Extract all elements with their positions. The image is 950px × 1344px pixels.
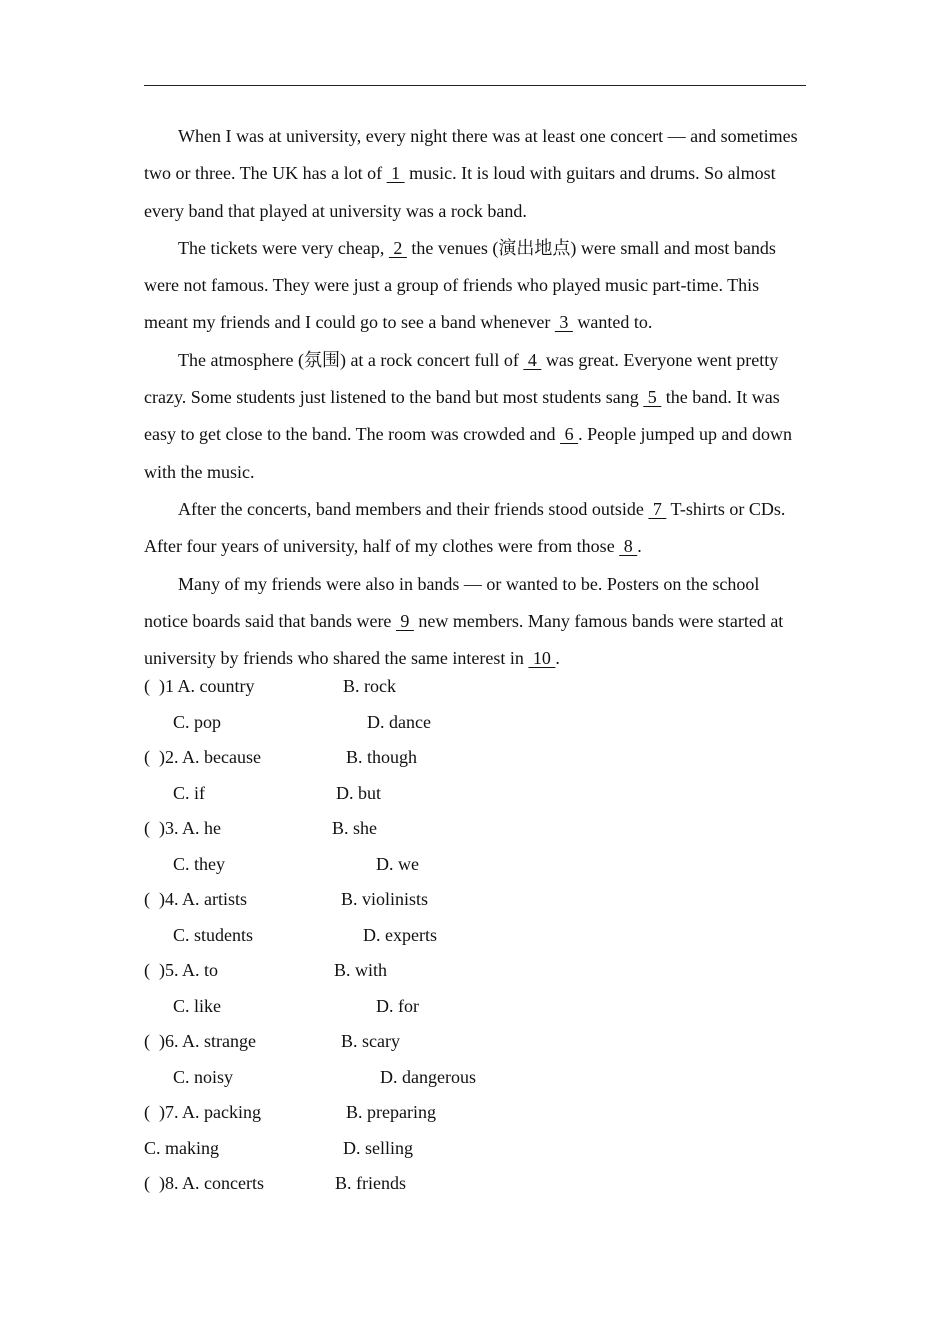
blank-2: 2: [388, 237, 407, 258]
text: the band. It was easy to get close to the band. The room was crowded and: [144, 387, 780, 445]
question-3-option-c: C. they: [173, 853, 225, 874]
text: .: [637, 536, 642, 557]
text: .: [555, 648, 560, 669]
question-2-stem: ( )2. A. because: [144, 747, 261, 767]
paragraph-5: [144, 566, 806, 678]
question-6-option-b: B. scary: [341, 1031, 400, 1051]
question-4-row-ab: [144, 882, 806, 918]
question-6-option-d: D. dangerous: [380, 1066, 476, 1087]
text: When I was at university, every night there was at least one concert — and sometimes two or three. The UK has a lot of: [144, 126, 798, 184]
text: The tickets were very cheap,: [178, 237, 389, 258]
text: . People jumped up and down with the music.: [144, 424, 793, 482]
question-2-option-d: D. but: [336, 782, 381, 803]
question-7-stem: ( )7. A. packing: [144, 1102, 261, 1122]
text: The atmosphere (氛围) at a rock concert full of: [178, 349, 524, 370]
question-5-option-d: D. for: [376, 995, 419, 1016]
question-1-option-c: C. pop: [173, 711, 222, 732]
question-5-row-cd: [144, 989, 806, 1025]
question-8-option-b: B. friends: [335, 1173, 406, 1193]
question-3-option-d: D. we: [376, 853, 419, 874]
blank-3: 3: [554, 312, 573, 333]
blank-4: 4: [523, 349, 542, 370]
question-options: [144, 669, 806, 1202]
question-3-row-cd: [144, 847, 806, 883]
question-2-row-cd: [144, 776, 806, 812]
paragraph-2: [144, 230, 806, 342]
question-3-row-ab: [144, 811, 806, 847]
paragraph-4: [144, 491, 806, 566]
question-6-option-c: C. noisy: [173, 1066, 234, 1087]
question-5-option-b: B. with: [334, 960, 388, 980]
text: was great. Everyone went pretty crazy. Some students just listened to the band but most students sang: [144, 349, 779, 408]
question-2-option-b: B. though: [346, 747, 418, 767]
question-2-option-c: C. if: [173, 782, 206, 803]
question-1-option-b: B. rock: [343, 676, 396, 696]
blank-5: 5: [643, 387, 662, 408]
question-4-stem: ( )4. A. artists: [144, 889, 247, 909]
question-8-stem: ( )8. A. concerts: [144, 1173, 264, 1193]
question-3-option-b: B. she: [332, 818, 377, 838]
text: the venues (演出地点) were small and most bands were not famous. They were just a group of friends who played music part-time. This meant my friends and I could go to see a band whenever: [144, 237, 776, 333]
question-4-option-b: B. violinists: [341, 889, 429, 909]
question-4-option-c: C. students: [173, 924, 254, 945]
question-1-row-cd: [144, 705, 806, 741]
question-5-stem: ( )5. A. to: [144, 960, 218, 980]
question-8-row-ab: [144, 1166, 806, 1202]
paragraph-1: [144, 118, 806, 230]
question-7-row-cd: [144, 1131, 806, 1167]
blank-7: 7: [648, 498, 667, 519]
question-6-row-cd: [144, 1060, 806, 1096]
question-1-stem: ( )1 A. country: [144, 676, 255, 696]
question-3-stem: ( )3. A. he: [144, 818, 221, 838]
text: new members. Many famous bands were started at university by friends who shared the same interest in: [144, 610, 784, 669]
blank-9: 9: [395, 610, 414, 631]
blank-8: 8: [619, 536, 638, 557]
header-rule: [144, 85, 806, 86]
question-5-option-c: C. like: [173, 995, 221, 1016]
text: Many of my friends were also in bands — or wanted to be. Posters on the school notice boards said that bands were: [144, 573, 760, 631]
question-5-row-ab: [144, 953, 806, 989]
question-7-option-b: B. preparing: [346, 1102, 436, 1122]
question-4-option-d: D. experts: [363, 924, 437, 945]
blank-1: 1: [386, 163, 405, 184]
paragraph-3: [144, 342, 806, 491]
question-1-row-ab: [144, 669, 806, 705]
text: music. It is loud with guitars and drums. So almost every band that played at university was a rock band.: [144, 163, 776, 221]
question-4-row-cd: [144, 918, 806, 954]
question-7-option-c: C. making: [144, 1137, 219, 1158]
question-6-row-ab: [144, 1024, 806, 1060]
cloze-passage: [144, 118, 806, 677]
blank-6: 6: [560, 424, 579, 445]
text: T-shirts or CDs. After four years of university, half of my clothes were from those: [144, 498, 786, 557]
text: After the concerts, band members and their friends stood outside: [178, 498, 649, 519]
text: wanted to.: [572, 312, 653, 333]
question-2-row-ab: [144, 740, 806, 776]
blank-10: 10: [528, 648, 556, 669]
question-7-option-d: D. selling: [343, 1137, 413, 1158]
question-6-stem: ( )6. A. strange: [144, 1031, 256, 1051]
question-1-option-d: D. dance: [367, 711, 431, 732]
question-7-row-ab: [144, 1095, 806, 1131]
